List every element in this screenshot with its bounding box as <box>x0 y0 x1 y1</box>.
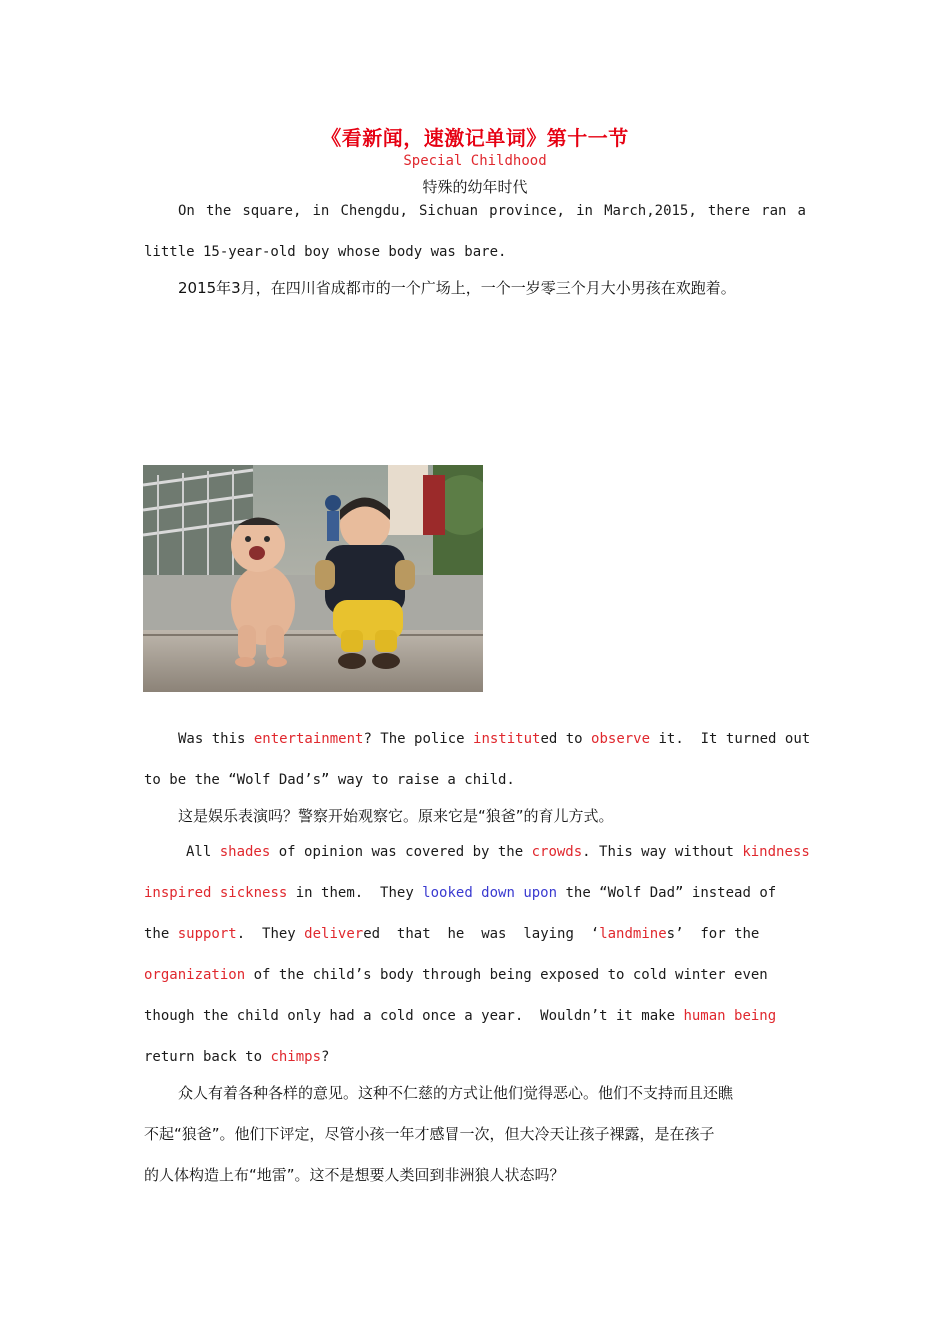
text: in them. They <box>287 885 423 901</box>
vocab-entertainment: entertainment <box>253 731 364 747</box>
text: of opinion was covered by the <box>270 844 532 860</box>
paragraph-3-line-3 <box>144 914 806 955</box>
vocab-chimps: chimps <box>270 1049 322 1065</box>
vocab-sickness: sickness <box>219 885 288 901</box>
paragraph-2-translation: 这是娱乐表演吗？警察开始观察它。原来它是“狼爸”的育儿方式。 <box>178 807 614 825</box>
paragraph-3-english <box>144 832 810 1078</box>
text: return back to <box>144 1049 271 1065</box>
subtitle-english: Special Childhood <box>403 153 547 169</box>
paragraph-2-chinese <box>144 796 806 837</box>
text: though the child only had a cold once a year. Wouldn’t it make <box>144 1008 684 1024</box>
paragraph-1-chinese <box>144 268 806 309</box>
vocab-inspired: inspired <box>144 885 212 901</box>
subtitle-chinese: 特殊的幼年时代 <box>422 178 528 196</box>
text: s’ for the <box>666 926 760 942</box>
text: All <box>186 844 220 860</box>
text: of the child’s body through being exposed to cold winter even <box>245 967 768 983</box>
text: ? <box>321 1049 330 1065</box>
paragraph-3-line-4 <box>144 955 806 996</box>
paragraph-3-line-6 <box>144 1037 806 1078</box>
paragraph-1-translation: 2015年3月，在四川省成都市的一个广场上，一个一岁零三个月大小男孩在欢跑着。 <box>178 279 736 297</box>
photo-two-toddlers <box>143 465 483 692</box>
text: the “Wolf Dad” instead of <box>557 885 777 901</box>
vocab-deliver: deliver <box>304 926 364 942</box>
vocab-kindness: kindness <box>742 844 810 860</box>
paragraph-3-line-2 <box>144 873 806 914</box>
phrase-looked-down-upon: looked down upon <box>422 885 558 901</box>
text <box>211 885 219 901</box>
document-title: 《看新闻，速激记单词》第十一节 <box>321 126 629 150</box>
vocab-support: support <box>177 926 237 942</box>
text: . This way without <box>582 844 743 860</box>
paragraph-3-line-5 <box>144 996 806 1037</box>
vocab-observe: observe <box>591 731 651 747</box>
vocab-crowds: crowds <box>531 844 583 860</box>
paragraph-1-line-1: On the square, in Chengdu, Sichuan province, in March,2015, there ran a <box>178 203 806 219</box>
paragraph-3-translation-line-2: 不起“狼爸”。他们下评定，尽管小孩一年才感冒一次，但大冷天让孩子裸露，是在孩子 <box>144 1125 715 1143</box>
paragraph-3-line-1 <box>144 832 810 873</box>
text: ? The police <box>363 731 474 747</box>
text: . They <box>236 926 305 942</box>
paragraph-2-english <box>144 719 811 801</box>
paragraph-1-line-2: little 15-year-old boy whose body was bare. <box>144 244 507 260</box>
paragraph-2-line-1 <box>144 719 811 760</box>
text: it. It turned out <box>650 731 811 747</box>
toddlers-illustration <box>143 465 483 692</box>
vocab-landmine: landmine <box>599 926 667 942</box>
paragraph-3-chinese <box>144 1073 806 1196</box>
vocab-institute: institut <box>473 731 541 747</box>
paragraph-3-translation-line-3: 的人体构造上布“地雷”。这不是想要人类回到非洲狼人状态吗？ <box>144 1166 565 1184</box>
text: Was this <box>178 731 254 747</box>
text: ed that he was laying ‘ <box>363 926 600 942</box>
text: the <box>144 926 178 942</box>
paragraph-2-line-2: to be the “Wolf Dad’s” way to raise a child. <box>144 772 515 788</box>
paragraph-1-english <box>144 191 806 273</box>
vocab-shades: shades <box>219 844 271 860</box>
paragraph-3-translation-line-1: 众人有着各种各样的意见。这种不仁慈的方式让他们觉得恶心。他们不支持而且还瞧 <box>178 1084 734 1102</box>
text: ed to <box>540 731 592 747</box>
vocab-human-being: human being <box>683 1008 777 1024</box>
vocab-organization: organization <box>144 967 246 983</box>
